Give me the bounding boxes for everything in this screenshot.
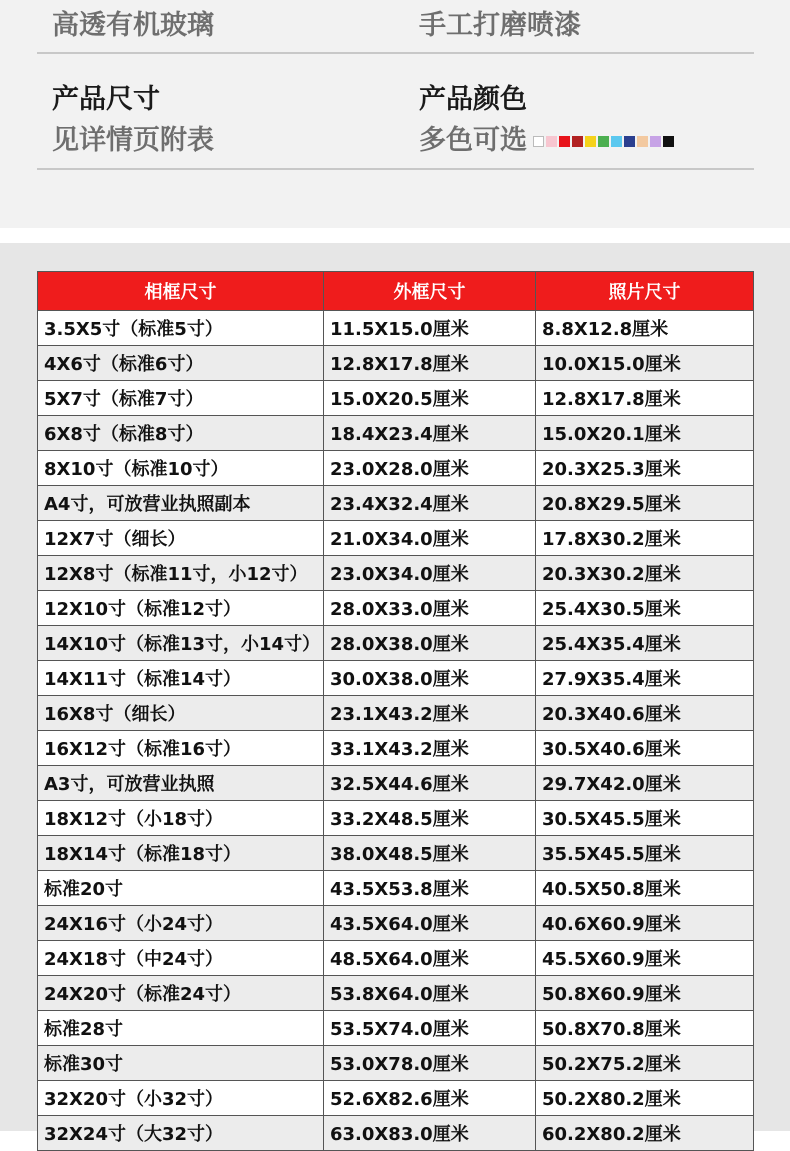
table-row — [38, 766, 754, 801]
outer-size-cell: 33.1X43.2厘米 — [324, 731, 536, 766]
frame-size-cell: 4X6寸（标准6寸） — [38, 346, 324, 381]
photo-size-cell: 25.4X30.5厘米 — [536, 591, 754, 626]
header-outer-size: 外框尺寸 — [324, 272, 536, 311]
frame-size-cell: 14X10寸（标准13寸，小14寸） — [38, 626, 324, 661]
size-label: 产品尺寸 — [52, 84, 160, 115]
outer-size-cell: 28.0X38.0厘米 — [324, 626, 536, 661]
table-row — [38, 1081, 754, 1116]
photo-size-cell: 60.2X80.2厘米 — [536, 1116, 754, 1151]
photo-size-cell: 40.5X50.8厘米 — [536, 871, 754, 906]
frame-size-cell: 5X7寸（标准7寸） — [38, 381, 324, 416]
photo-size-cell: 20.8X29.5厘米 — [536, 486, 754, 521]
outer-size-cell: 43.5X64.0厘米 — [324, 906, 536, 941]
photo-size-cell: 35.5X45.5厘米 — [536, 836, 754, 871]
table-row — [38, 381, 754, 416]
photo-size-cell: 50.8X70.8厘米 — [536, 1011, 754, 1046]
table-row — [38, 906, 754, 941]
outer-size-cell: 53.5X74.0厘米 — [324, 1011, 536, 1046]
table-row — [38, 311, 754, 346]
photo-size-cell: 50.8X60.9厘米 — [536, 976, 754, 1011]
frame-size-cell: 12X10寸（标准12寸） — [38, 591, 324, 626]
table-row — [38, 661, 754, 696]
photo-size-cell: 15.0X20.1厘米 — [536, 416, 754, 451]
outer-size-cell: 23.1X43.2厘米 — [324, 696, 536, 731]
size-value: 见详情页附表 — [52, 125, 214, 156]
spec-row-material — [37, 0, 754, 54]
frame-size-cell: 标准20寸 — [38, 871, 324, 906]
color-value-row — [419, 125, 676, 157]
color-swatch — [572, 136, 583, 147]
photo-size-cell: 25.4X35.4厘米 — [536, 626, 754, 661]
table-row — [38, 696, 754, 731]
photo-size-cell: 8.8X12.8厘米 — [536, 311, 754, 346]
frame-size-cell: 3.5X5寸（标准5寸） — [38, 311, 324, 346]
outer-size-cell: 23.0X28.0厘米 — [324, 451, 536, 486]
frame-size-cell: 24X18寸（中24寸） — [38, 941, 324, 976]
table-row — [38, 871, 754, 906]
frame-size-cell: 12X7寸（细长） — [38, 521, 324, 556]
color-swatch — [611, 136, 622, 147]
photo-size-cell: 29.7X42.0厘米 — [536, 766, 754, 801]
color-swatch — [559, 136, 570, 147]
outer-size-cell: 23.4X32.4厘米 — [324, 486, 536, 521]
frame-size-cell: 16X12寸（标准16寸） — [38, 731, 324, 766]
color-value: 多色可选 — [419, 125, 527, 156]
frame-size-cell: A3寸，可放营业执照 — [38, 766, 324, 801]
outer-size-cell: 28.0X33.0厘米 — [324, 591, 536, 626]
outer-size-cell: 43.5X53.8厘米 — [324, 871, 536, 906]
frame-size-cell: 32X20寸（小32寸） — [38, 1081, 324, 1116]
photo-size-cell: 50.2X75.2厘米 — [536, 1046, 754, 1081]
table-row — [38, 836, 754, 871]
frame-size-cell: A4寸，可放营业执照副本 — [38, 486, 324, 521]
outer-size-cell: 33.2X48.5厘米 — [324, 801, 536, 836]
table-row — [38, 486, 754, 521]
photo-size-cell: 40.6X60.9厘米 — [536, 906, 754, 941]
outer-size-cell: 53.8X64.0厘米 — [324, 976, 536, 1011]
outer-size-cell: 18.4X23.4厘米 — [324, 416, 536, 451]
table-row — [38, 626, 754, 661]
finish-value: 手工打磨喷漆 — [419, 10, 581, 41]
table-row — [38, 416, 754, 451]
frame-size-cell: 18X14寸（标准18寸） — [38, 836, 324, 871]
photo-size-cell: 20.3X25.3厘米 — [536, 451, 754, 486]
outer-size-cell: 53.0X78.0厘米 — [324, 1046, 536, 1081]
outer-size-cell: 48.5X64.0厘米 — [324, 941, 536, 976]
color-swatch — [598, 136, 609, 147]
table-row — [38, 1011, 754, 1046]
photo-size-cell: 45.5X60.9厘米 — [536, 941, 754, 976]
table-row — [38, 731, 754, 766]
frame-size-cell: 32X24寸（大32寸） — [38, 1116, 324, 1151]
frame-size-cell: 12X8寸（标准11寸，小12寸） — [38, 556, 324, 591]
outer-size-cell: 15.0X20.5厘米 — [324, 381, 536, 416]
table-row — [38, 451, 754, 486]
photo-size-cell: 10.0X15.0厘米 — [536, 346, 754, 381]
photo-size-cell: 12.8X17.8厘米 — [536, 381, 754, 416]
frame-size-cell: 24X16寸（小24寸） — [38, 906, 324, 941]
table-row — [38, 801, 754, 836]
outer-size-cell: 12.8X17.8厘米 — [324, 346, 536, 381]
frame-size-cell: 8X10寸（标准10寸） — [38, 451, 324, 486]
outer-size-cell: 23.0X34.0厘米 — [324, 556, 536, 591]
outer-size-cell: 30.0X38.0厘米 — [324, 661, 536, 696]
photo-size-cell: 17.8X30.2厘米 — [536, 521, 754, 556]
color-swatch — [637, 136, 648, 147]
material-value: 高透有机玻璃 — [52, 10, 214, 41]
photo-size-cell: 20.3X40.6厘米 — [536, 696, 754, 731]
frame-size-cell: 14X11寸（标准14寸） — [38, 661, 324, 696]
color-swatch — [650, 136, 661, 147]
color-swatch — [546, 136, 557, 147]
photo-size-cell: 20.3X30.2厘米 — [536, 556, 754, 591]
outer-size-cell: 21.0X34.0厘米 — [324, 521, 536, 556]
color-swatch — [624, 136, 635, 147]
table-row — [38, 1046, 754, 1081]
table-row — [38, 556, 754, 591]
spec-panel — [0, 0, 790, 228]
color-swatches — [533, 136, 676, 147]
color-swatch — [663, 136, 674, 147]
photo-size-cell: 27.9X35.4厘米 — [536, 661, 754, 696]
photo-size-cell: 30.5X40.6厘米 — [536, 731, 754, 766]
header-photo-size: 照片尺寸 — [536, 272, 754, 311]
table-row — [38, 521, 754, 556]
table-header-row — [38, 272, 754, 311]
frame-size-cell: 18X12寸（小18寸） — [38, 801, 324, 836]
frame-size-cell: 16X8寸（细长） — [38, 696, 324, 731]
frame-size-cell: 6X8寸（标准8寸） — [38, 416, 324, 451]
table-row — [38, 1116, 754, 1151]
outer-size-cell: 11.5X15.0厘米 — [324, 311, 536, 346]
outer-size-cell: 63.0X83.0厘米 — [324, 1116, 536, 1151]
outer-size-cell: 52.6X82.6厘米 — [324, 1081, 536, 1116]
spec-row-size-color — [37, 54, 754, 170]
outer-size-cell: 32.5X44.6厘米 — [324, 766, 536, 801]
table-row — [38, 941, 754, 976]
table-row — [38, 591, 754, 626]
color-swatch — [533, 136, 544, 147]
outer-size-cell: 38.0X48.5厘米 — [324, 836, 536, 871]
photo-size-cell: 30.5X45.5厘米 — [536, 801, 754, 836]
frame-size-cell: 标准28寸 — [38, 1011, 324, 1046]
color-label: 产品颜色 — [419, 84, 527, 115]
table-row — [38, 346, 754, 381]
color-swatch — [585, 136, 596, 147]
size-table — [37, 271, 754, 1151]
photo-size-cell: 50.2X80.2厘米 — [536, 1081, 754, 1116]
frame-size-cell: 24X20寸（标准24寸） — [38, 976, 324, 1011]
table-body — [38, 311, 754, 1151]
table-row — [38, 976, 754, 1011]
frame-size-cell: 标准30寸 — [38, 1046, 324, 1081]
header-frame-size: 相框尺寸 — [38, 272, 324, 311]
